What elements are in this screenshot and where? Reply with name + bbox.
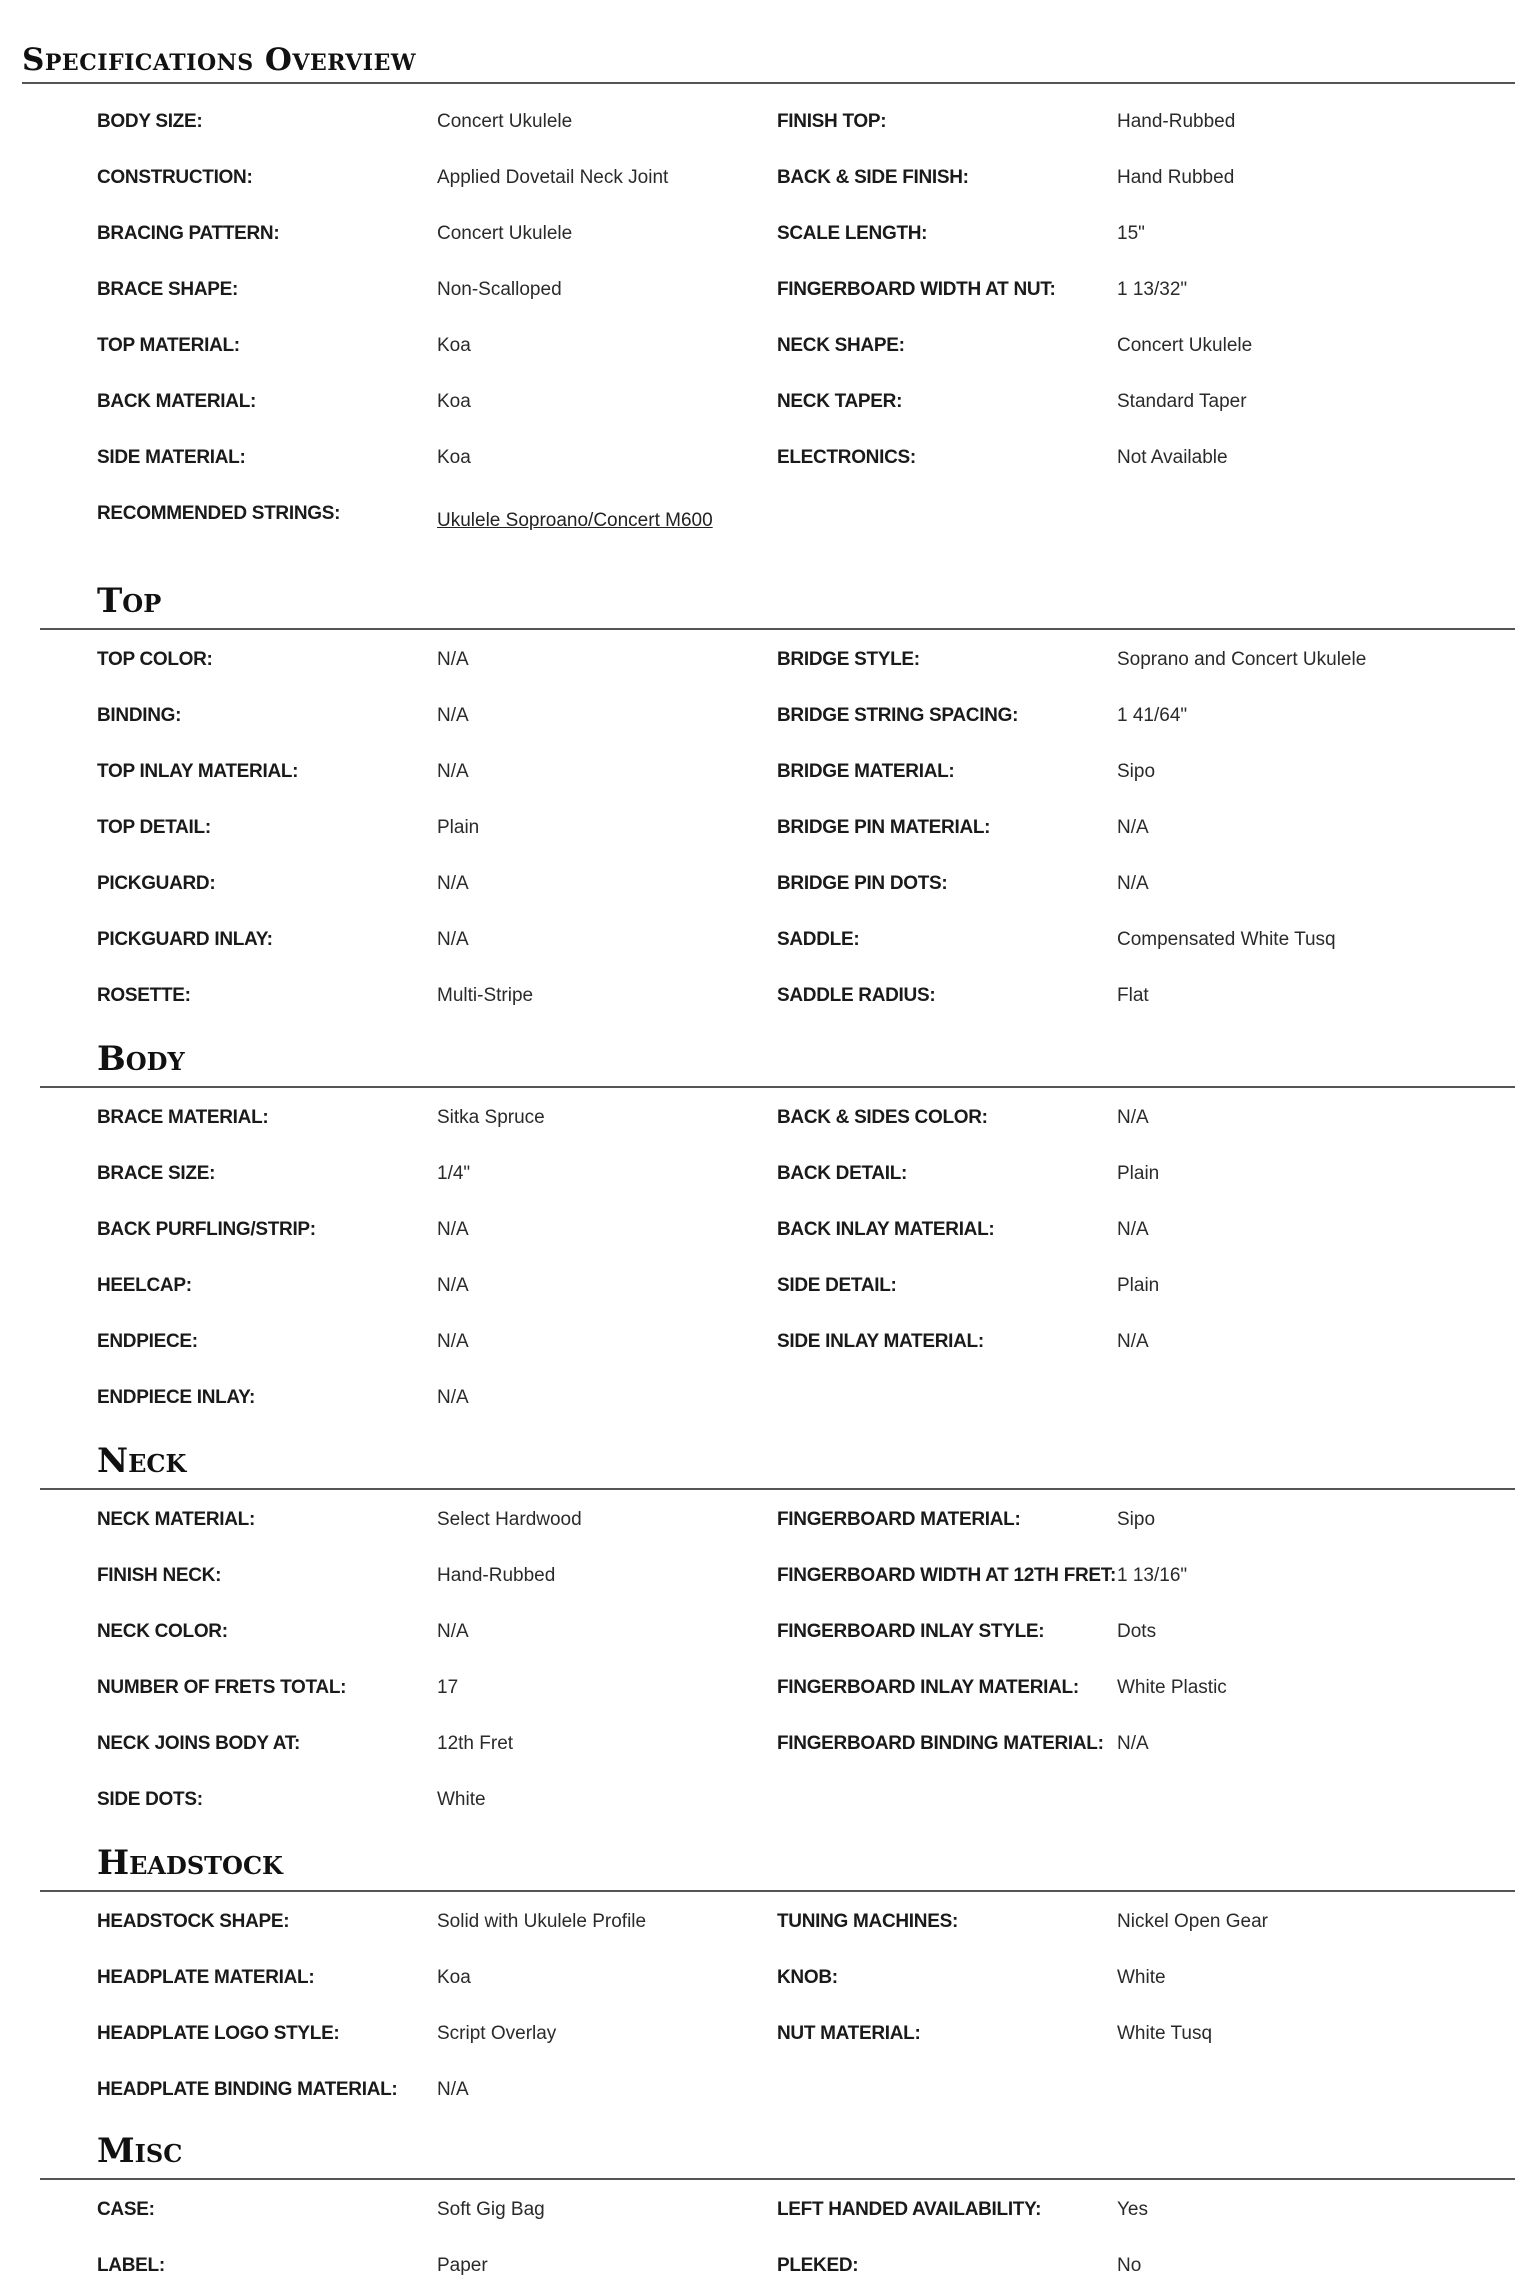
spec-value-label: Paper [437,2255,488,2276]
spec-row [0,2062,1528,2118]
section-title: Top [97,581,162,621]
spec-label-pickguard-inlay: PICKGUARD INLAY: [97,929,273,950]
spec-label-heelcap: HEELCAP: [97,1275,192,1296]
spec-value-top-detail: Plain [437,817,480,838]
spec-label-neck-shape: NECK SHAPE: [777,335,905,356]
spec-label-brace-shape: BRACE SHAPE: [97,279,239,300]
spec-label-bracing-pattern: BRACING PATTERN: [97,223,280,244]
spec-label-back-side-finish: BACK & SIDE FINISH: [777,167,969,188]
spec-table [0,632,1528,1024]
spec-label-headplate-material: HEADPLATE MATERIAL: [97,1967,315,1988]
spec-value-neck-joins-body-at: 12th Fret [437,1733,514,1754]
spec-value-fingerboard-binding-material: N/A [1117,1733,1149,1754]
spec-value-knob: White [1117,1967,1166,1988]
spec-row [0,1950,1528,2006]
spec-value-saddle-radius: Flat [1117,985,1149,1006]
spec-row [0,1258,1528,1314]
spec-value-back-detail: Plain [1117,1163,1160,1184]
spec-value-side-inlay-material: N/A [1117,1331,1149,1352]
spec-row [0,486,1528,542]
spec-label-scale-length: SCALE LENGTH: [777,223,928,244]
spec-value-fingerboard-material: Sipo [1117,1509,1156,1530]
spec-row [0,856,1528,912]
spec-label-brace-material: BRACE MATERIAL: [97,1107,269,1128]
spec-value-pleked: No [1117,2255,1142,2276]
spec-value-finish-top: Hand-Rubbed [1117,111,1236,132]
spec-value-heelcap: N/A [437,1275,469,1296]
spec-label-bridge-pin-dots: BRIDGE PIN DOTS: [777,873,948,894]
spec-label-finish-top: FINISH TOP: [777,111,887,132]
spec-value-endpiece: N/A [437,1331,469,1352]
spec-value-electronics: Not Available [1117,447,1228,468]
spec-value-left-handed-availability: Yes [1117,2199,1148,2220]
spec-row [0,800,1528,856]
recommended-strings-link[interactable]: Ukulele Soproano/Concert M600 [437,510,713,531]
spec-value-tuning-machines: Nickel Open Gear [1117,1911,1269,1932]
spec-value-side-dots: White [437,1789,486,1810]
spec-value-fingerboard-width-at-12th-fret: 1 13/16" [1117,1565,1188,1586]
section-divider [40,2178,1515,2180]
spec-label-fingerboard-inlay-style: FINGERBOARD INLAY STYLE: [777,1621,1045,1642]
spec-label-tuning-machines: TUNING MACHINES: [777,1911,958,1932]
spec-label-pleked: PLEKED: [777,2255,859,2276]
spec-row [0,1492,1528,1548]
spec-label-knob: KNOB: [777,1967,838,1988]
spec-label-back-detail: BACK DETAIL: [777,1163,908,1184]
spec-row [0,1894,1528,1950]
section-title: Headstock [97,1843,283,1883]
spec-value-neck-color: N/A [437,1621,469,1642]
spec-value-top-inlay-material: N/A [437,761,469,782]
spec-value-finish-neck: Hand-Rubbed [437,1565,556,1586]
spec-value-headstock-shape: Solid with Ukulele Profile [437,1911,647,1932]
spec-row [0,1548,1528,1604]
spec-row [0,206,1528,262]
spec-label-left-handed-availability: LEFT HANDED AVAILABILITY: [777,2199,1042,2220]
spec-value-back-inlay-material: N/A [1117,1219,1149,1240]
spec-value-bridge-pin-dots: N/A [1117,873,1149,894]
spec-value-bracing-pattern: Concert Ukulele [437,223,573,244]
spec-value-headplate-material: Koa [437,1967,471,1988]
spec-value-back-material: Koa [437,391,471,412]
spec-label-side-detail: SIDE DETAIL: [777,1275,897,1296]
spec-value-rosette: Multi-Stripe [437,985,534,1006]
spec-value-side-material: Koa [437,447,471,468]
spec-table [0,1492,1528,1828]
spec-label-construction: CONSTRUCTION: [97,167,253,188]
spec-value-back-sides-color: N/A [1117,1107,1149,1128]
spec-value-bridge-string-spacing: 1 41/64" [1117,705,1188,726]
spec-value-neck-material: Select Hardwood [437,1509,582,1530]
spec-label-body-size: BODY SIZE: [97,111,203,132]
spec-label-top-detail: TOP DETAIL: [97,817,211,838]
spec-label-number-of-frets-total: NUMBER OF FRETS TOTAL: [97,1677,347,1698]
page-title: Specifications Overview [22,42,417,78]
spec-label-saddle: SADDLE: [777,929,860,950]
spec-label-bridge-style: BRIDGE STYLE: [777,649,920,670]
spec-label-electronics: ELECTRONICS: [777,447,916,468]
spec-row [0,1772,1528,1828]
spec-table [0,2182,1528,2294]
overview-spec-table [0,94,1528,542]
spec-label-fingerboard-material: FINGERBOARD MATERIAL: [777,1509,1021,1530]
spec-label-side-material: SIDE MATERIAL: [97,447,246,468]
spec-label-back-sides-color: BACK & SIDES COLOR: [777,1107,988,1128]
spec-label-top-color: TOP COLOR: [97,649,213,670]
spec-label-neck-color: NECK COLOR: [97,1621,228,1642]
spec-label-endpiece: ENDPIECE: [97,1331,198,1352]
spec-label-saddle-radius: SADDLE RADIUS: [777,985,936,1006]
spec-value-fingerboard-inlay-style: Dots [1117,1621,1157,1642]
spec-row [0,1604,1528,1660]
spec-row [0,1146,1528,1202]
section-title: Body [97,1039,185,1079]
section-title: Misc [97,2131,183,2171]
spec-label-case: CASE: [97,2199,155,2220]
spec-row [0,262,1528,318]
spec-label-fingerboard-width-at-12th-fret: FINGERBOARD WIDTH AT 12TH FRET: [777,1565,1117,1586]
section-divider [40,1488,1515,1490]
spec-value-bridge-pin-material: N/A [1117,817,1149,838]
spec-row [0,1202,1528,1258]
spec-value-brace-material: Sitka Spruce [437,1107,545,1128]
spec-value-fingerboard-width-at-nut: 1 13/32" [1117,279,1188,300]
spec-label-nut-material: NUT MATERIAL: [777,2023,921,2044]
spec-row [0,632,1528,688]
spec-row [0,744,1528,800]
spec-row [0,1716,1528,1772]
spec-label-label: LABEL: [97,2255,165,2276]
spec-label-neck-material: NECK MATERIAL: [97,1509,255,1530]
spec-value-pickguard-inlay: N/A [437,929,469,950]
spec-value-nut-material: White Tusq [1117,2023,1213,2044]
spec-value-bridge-style: Soprano and Concert Ukulele [1117,649,1367,670]
section-divider [40,1086,1515,1088]
spec-label-neck-taper: NECK TAPER: [777,391,903,412]
spec-label-back-material: BACK MATERIAL: [97,391,257,412]
spec-label-binding: BINDING: [97,705,182,726]
spec-label-back-inlay-material: BACK INLAY MATERIAL: [777,1219,995,1240]
spec-label-side-dots: SIDE DOTS: [97,1789,203,1810]
spec-value-brace-shape: Non-Scalloped [437,279,562,300]
spec-value-top-material: Koa [437,335,471,356]
spec-label-headstock-shape: HEADSTOCK SHAPE: [97,1911,290,1932]
spec-value-construction: Applied Dovetail Neck Joint [437,167,669,188]
spec-row [0,430,1528,486]
spec-label-back-purfling-strip: BACK PURFLING/STRIP: [97,1219,316,1240]
spec-label-fingerboard-binding-material: FINGERBOARD BINDING MATERIAL: [777,1733,1104,1754]
spec-value-side-detail: Plain [1117,1275,1160,1296]
spec-value-case: Soft Gig Bag [437,2199,545,2220]
spec-row [0,912,1528,968]
spec-value-neck-shape: Concert Ukulele [1117,335,1253,356]
spec-row [0,688,1528,744]
spec-label-brace-size: BRACE SIZE: [97,1163,216,1184]
spec-label-finish-neck: FINISH NECK: [97,1565,222,1586]
spec-value-saddle: Compensated White Tusq [1117,929,1336,950]
spec-value-bridge-material: Sipo [1117,761,1156,782]
spec-row [0,94,1528,150]
spec-value-brace-size: 1/4" [437,1163,471,1184]
section-divider [40,1890,1515,1892]
section-title: Neck [97,1441,187,1481]
spec-row [0,2238,1528,2294]
spec-value-binding: N/A [437,705,469,726]
spec-label-headplate-logo-style: HEADPLATE LOGO STYLE: [97,2023,340,2044]
spec-label-fingerboard-inlay-material: FINGERBOARD INLAY MATERIAL: [777,1677,1079,1698]
spec-row [0,318,1528,374]
spec-row [0,2182,1528,2238]
spec-table [0,1090,1528,1426]
spec-value-body-size: Concert Ukulele [437,111,573,132]
spec-row [0,2006,1528,2062]
spec-row [0,374,1528,430]
spec-value-top-color: N/A [437,649,469,670]
section-divider [40,628,1515,630]
spec-value-back-side-finish: Hand Rubbed [1117,167,1235,188]
spec-value-pickguard: N/A [437,873,469,894]
spec-value-fingerboard-inlay-material: White Plastic [1117,1677,1227,1698]
spec-row [0,968,1528,1024]
spec-value-back-purfling-strip: N/A [437,1219,469,1240]
title-divider [22,82,1515,84]
spec-label-pickguard: PICKGUARD: [97,873,216,894]
spec-row [0,1090,1528,1146]
spec-label-bridge-pin-material: BRIDGE PIN MATERIAL: [777,817,991,838]
spec-value-scale-length: 15" [1117,223,1145,244]
spec-value-headplate-binding-material: N/A [437,2079,469,2100]
spec-label-recommended-strings: RECOMMENDED STRINGS: [97,503,341,524]
spec-row [0,1314,1528,1370]
spec-label-headplate-binding-material: HEADPLATE BINDING MATERIAL: [97,2079,398,2100]
spec-label-fingerboard-width-at-nut: FINGERBOARD WIDTH AT NUT: [777,279,1056,300]
spec-label-bridge-string-spacing: BRIDGE STRING SPACING: [777,705,1019,726]
spec-row [0,1370,1528,1426]
spec-value-neck-taper: Standard Taper [1117,391,1247,412]
spec-label-top-material: TOP MATERIAL: [97,335,240,356]
spec-table [0,1894,1528,2118]
spec-value-headplate-logo-style: Script Overlay [437,2023,557,2044]
spec-label-neck-joins-body-at: NECK JOINS BODY AT: [97,1733,300,1754]
spec-row [0,1660,1528,1716]
spec-label-top-inlay-material: TOP INLAY MATERIAL: [97,761,299,782]
spec-label-bridge-material: BRIDGE MATERIAL: [777,761,955,782]
spec-label-endpiece-inlay: ENDPIECE INLAY: [97,1387,256,1408]
spec-row [0,150,1528,206]
spec-value-endpiece-inlay: N/A [437,1387,469,1408]
spec-label-rosette: ROSETTE: [97,985,191,1006]
spec-label-side-inlay-material: SIDE INLAY MATERIAL: [777,1331,984,1352]
spec-value-number-of-frets-total: 17 [437,1677,459,1698]
